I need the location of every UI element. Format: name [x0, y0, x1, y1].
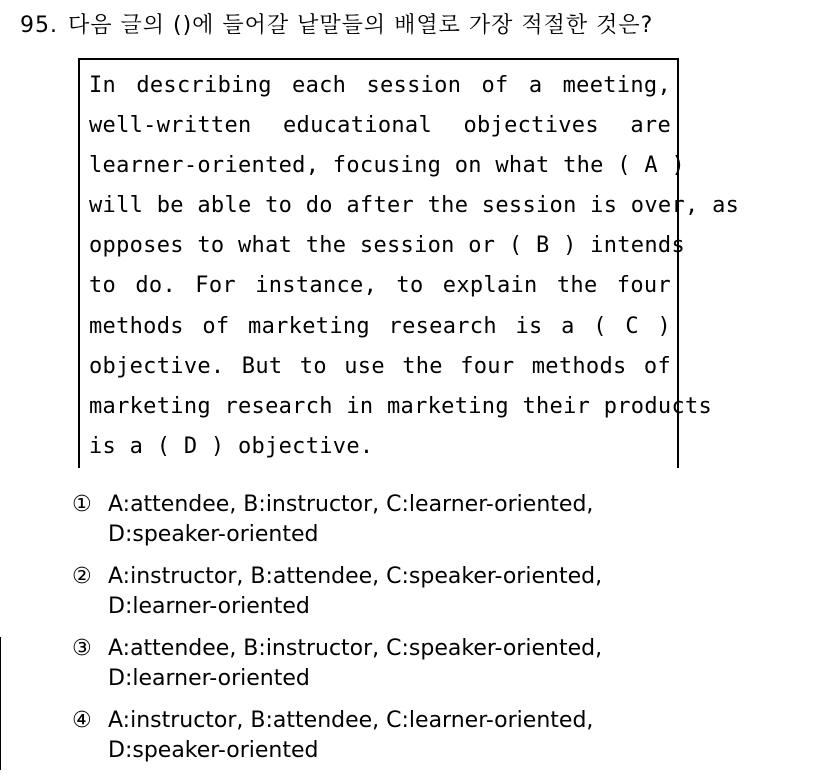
- passage-line: In describing each session of a meeting,: [89, 73, 671, 98]
- option-text-line1: A:attendee, B:instructor, C:learner-oriented,: [108, 492, 594, 517]
- question-header: [20, 8, 653, 39]
- option-marker: ②: [72, 564, 92, 589]
- passage-box: [78, 58, 740, 468]
- passage-line: will be able to do after the session is over, as: [89, 193, 740, 219]
- option-text-line1: A:instructor, B:attendee, C:learner-oriented,: [108, 708, 594, 733]
- passage-line: opposes to what the session or ( B ) intends: [89, 233, 685, 259]
- column-divider: [0, 637, 1, 770]
- question-number: 95.: [20, 13, 58, 38]
- option-text-line2: D:speaker-oriented: [108, 522, 319, 547]
- passage-line: learner-oriented, focusing on what the ( A ): [89, 153, 685, 179]
- option-2[interactable]: [72, 562, 602, 622]
- option-4[interactable]: [72, 706, 602, 766]
- option-text-line2: D:speaker-oriented: [108, 738, 319, 763]
- passage-line: is a ( D ) objective.: [89, 433, 374, 459]
- option-marker: ③: [72, 636, 92, 661]
- option-marker: ①: [72, 492, 92, 517]
- option-text-line1: A:attendee, B:instructor, C:speaker-oriented,: [108, 636, 603, 661]
- passage-line: well-written educational objectives are: [89, 113, 671, 139]
- passage-line: objective. But to use the four methods of: [89, 353, 671, 379]
- option-marker: ④: [72, 708, 92, 733]
- option-text-line1: A:instructor, B:attendee, C:speaker-oriented,: [108, 564, 603, 589]
- option-3[interactable]: [72, 634, 602, 694]
- option-text-line2: D:learner-oriented: [108, 666, 310, 691]
- option-1[interactable]: [72, 490, 602, 550]
- question-prompt: 다음 글의 ()에 들어갈 낱말들의 배열로 가장 적절한 것은?: [68, 13, 654, 38]
- option-text-line2: D:learner-oriented: [108, 594, 310, 619]
- passage-line: methods of marketing research is a ( C ): [89, 313, 671, 339]
- passage-line: marketing research in marketing their products: [89, 393, 713, 419]
- passage-text: [89, 66, 740, 467]
- passage-line: to do. For instance, to explain the four: [89, 273, 671, 299]
- answer-options: [72, 490, 602, 778]
